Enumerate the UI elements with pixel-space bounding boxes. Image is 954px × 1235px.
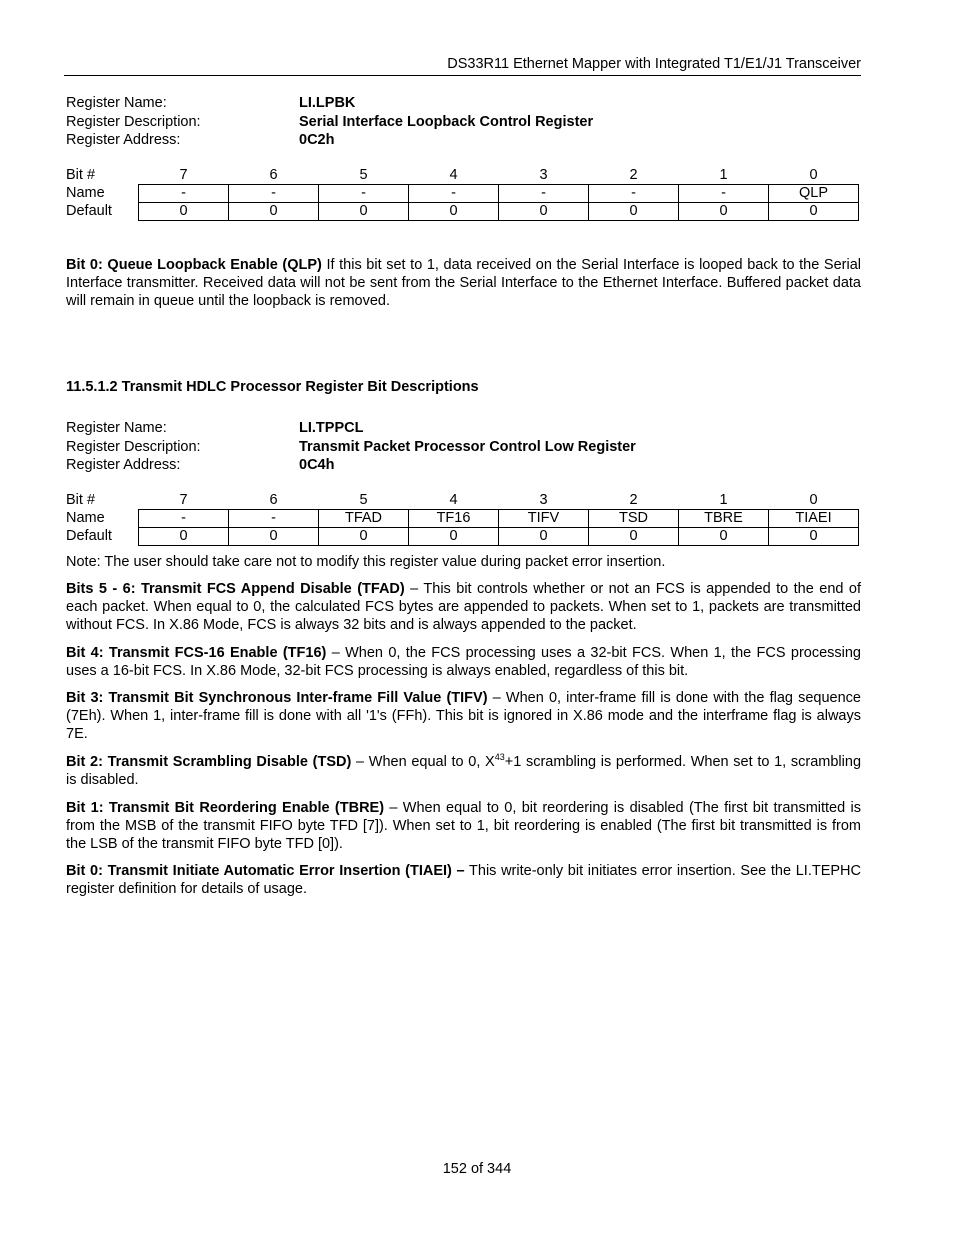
default-row-label: Default	[66, 528, 112, 544]
qlp-title: Bit 0: Queue Loopback Enable (QLP)	[66, 257, 322, 273]
bit-number-row	[64, 167, 859, 185]
bit-default: 0	[139, 528, 229, 546]
bit-number: 2	[629, 492, 638, 508]
bit-default: 0	[769, 203, 859, 221]
register1-bit-table	[64, 167, 859, 221]
bit-number: 1	[719, 492, 728, 508]
register1-info	[66, 94, 861, 150]
tifv-description	[66, 689, 861, 744]
bit-name: -	[229, 510, 319, 528]
register-name-value: LI.LPBK	[299, 95, 356, 111]
tsd-title: Bit 2: Transmit Scrambling Disable (TSD)	[66, 754, 352, 770]
bit-name: -	[679, 185, 769, 203]
bit-row-label: Bit #	[66, 492, 96, 509]
bit-number: 7	[179, 167, 188, 183]
tf16-title: Bit 4: Transmit FCS-16 Enable (TF16)	[66, 645, 327, 661]
register2-bit-table	[64, 492, 859, 546]
bit-name: TIAEI	[769, 510, 859, 528]
bit-default: 0	[229, 203, 319, 221]
bit-name-row	[64, 185, 859, 203]
register-address-value: 0C2h	[299, 132, 335, 148]
register-description-label: Register Description:	[66, 438, 201, 455]
bit-number: 5	[359, 167, 368, 183]
tiaei-description	[66, 862, 861, 898]
bit-default: 0	[589, 528, 679, 546]
bit-default: 0	[769, 528, 859, 546]
bit-default-row	[64, 528, 859, 546]
bit-default: 0	[229, 528, 319, 546]
bit-default: 0	[679, 203, 769, 221]
name-row-label: Name	[66, 185, 105, 201]
bit-name: -	[229, 185, 319, 203]
register-address-label: Register Address:	[66, 132, 181, 148]
header-title: DS33R11 Ethernet Mapper with Integrated T1/E1/J1 Transceiver	[447, 56, 861, 72]
bit-name: TF16	[409, 510, 499, 528]
bit-number: 4	[449, 492, 458, 508]
register-description-label: Register Description:	[66, 113, 201, 130]
bit-default: 0	[409, 203, 499, 221]
header-divider	[64, 75, 861, 76]
qlp-text: If this bit set to 1, data received on the Serial Interface is looped back to the Serial Interface transmitter. Received data will not be sent from the Serial Interface to the Ethernet Interface. Buffered packet data will remain in queue until the loopback is removed.	[66, 257, 861, 310]
tsd-exponent: 43	[494, 752, 505, 762]
register-description-value: Serial Interface Loopback Control Register	[299, 113, 594, 130]
section-title: 11.5.1.2 Transmit HDLC Processor Register Bit Descriptions	[66, 379, 479, 395]
tbre-text: – When equal to 0, bit reordering is disabled (The first bit transmitted is from the MSB of the transmit FIFO byte TFD [7]). When set to 1, bit reordering is enabled (The first bit transmitted is from the LSB of the transmit FIFO byte TFD [0]).	[66, 800, 861, 853]
page-number: 152 of 344	[442, 1161, 512, 1177]
tbre-title: Bit 1: Transmit Bit Reordering Enable (TBRE)	[66, 800, 385, 816]
tiaei-title: Bit 0: Transmit Initiate Automatic Error Insertion (TIAEI) –	[66, 863, 465, 879]
register-address-label: Register Address:	[66, 457, 181, 473]
tbre-description	[66, 799, 861, 854]
bit-number: 2	[629, 167, 638, 183]
tfad-description	[66, 580, 861, 635]
bit-name: TBRE	[679, 510, 769, 528]
bit-name: -	[319, 185, 409, 203]
bit-name: -	[139, 185, 229, 203]
bit-default: 0	[589, 203, 679, 221]
bit-number: 5	[359, 492, 368, 508]
register-description-value: Transmit Packet Processor Control Low Register	[299, 438, 636, 455]
bit-number: 7	[179, 492, 188, 508]
tifv-title: Bit 3: Transmit Bit Synchronous Inter-frame Fill Value (TIFV)	[66, 690, 488, 706]
bit-default: 0	[139, 203, 229, 221]
tf16-description	[66, 644, 861, 680]
bit-default: 0	[319, 203, 409, 221]
bit-default: 0	[679, 528, 769, 546]
tfad-title: Bits 5 - 6: Transmit FCS Append Disable (TFAD)	[66, 581, 405, 597]
default-row-label: Default	[66, 203, 112, 219]
bit-name: TFAD	[319, 510, 409, 528]
register-name-value: LI.TPPCL	[299, 420, 364, 436]
bit-number: 0	[809, 167, 818, 183]
register-name-label: Register Name:	[66, 95, 167, 111]
register-note: Note: The user should take care not to modify this register value during packet error insertion.	[66, 554, 666, 570]
bit-name: TSD	[589, 510, 679, 528]
bit-name: QLP	[769, 185, 859, 203]
bit-default: 0	[319, 528, 409, 546]
tf16-text: – When 0, the FCS processing uses a 32-bit FCS. When 1, the FCS processing uses a 16-bit FCS. In X.86 Mode, 32-bit FCS processing is always enabled, regardless of this bit.	[66, 645, 861, 680]
tfad-text: – This bit controls whether or not an FCS is appended to the end of each packet. When equal to 0, the calculated FCS bytes are appended to packets. When set to 1, packets are transmitted without FCS. In X.86 Mode, FCS is always 32 bits and is always appended to the packet.	[66, 581, 861, 634]
bit-name: TIFV	[499, 510, 589, 528]
tiaei-text: This write-only bit initiates error insertion. See the LI.TEPHC register definition for details of usage.	[66, 863, 861, 898]
bit-number: 4	[449, 167, 458, 183]
bit-number: 6	[269, 167, 278, 183]
bit-number-row	[64, 492, 859, 510]
name-row-label: Name	[66, 510, 105, 526]
bit-default: 0	[499, 528, 589, 546]
bit-name: -	[139, 510, 229, 528]
register2-info	[66, 419, 861, 475]
bit-default-row	[64, 203, 859, 221]
bit-name-row	[64, 510, 859, 528]
bit-row-label: Bit #	[66, 167, 96, 184]
tsd-text-b: +1 scrambling is performed. When set to 1, scrambling is disabled.	[66, 754, 862, 789]
qlp-description	[66, 256, 861, 311]
bit-number: 0	[809, 492, 818, 508]
register-name-label: Register Name:	[66, 420, 167, 436]
register-address-value: 0C4h	[299, 457, 335, 473]
bit-name: -	[409, 185, 499, 203]
bit-default: 0	[409, 528, 499, 546]
bit-name: -	[589, 185, 679, 203]
tifv-text: – When 0, inter-frame fill is done with the flag sequence (7Eh). When 1, inter-frame fill is done with all '1's (FFh). This bit is ignored in X.86 mode and the interframe flag is always 7E.	[66, 690, 862, 743]
bit-name: -	[499, 185, 589, 203]
tsd-description	[66, 753, 861, 789]
bit-number: 6	[269, 492, 278, 508]
bit-number: 3	[539, 492, 548, 508]
bit-default: 0	[499, 203, 589, 221]
bit-number: 3	[539, 167, 548, 183]
bit-number: 1	[719, 167, 728, 183]
tsd-text-a: – When equal to 0, X	[351, 754, 495, 770]
